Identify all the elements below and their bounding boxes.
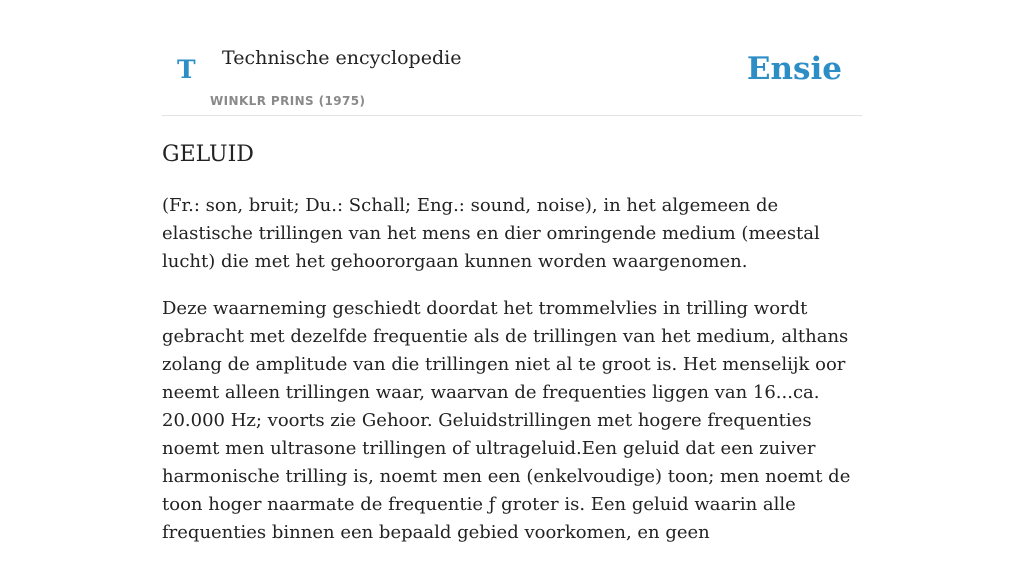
article-paragraph: (Fr.: son, bruit; Du.: Schall; Eng.: sound, noise), in het algemeen de elastische trillingen van het mens en dier omringende medium (meestal lucht) die met het gehoororgaan kunnen worden waargenomen. xyxy=(162,195,820,272)
encyclopedia-logo[interactable]: T xyxy=(177,55,196,84)
article-title: GELUID xyxy=(162,142,254,167)
encyclopedia-subtitle: WINKLR PRINS (1975) xyxy=(210,94,366,108)
brand-logo-link[interactable]: Ensie xyxy=(746,51,842,87)
article-body xyxy=(162,192,862,566)
header xyxy=(162,0,862,116)
article-paragraph: Deze waarneming geschiedt doordat het trommelvlies in trilling wordt gebracht met dezelfde frequentie als de trillingen van het medium, althans zolang de amplitude van die trillingen niet al te groot is. Het menselijk oor neemt alleen trillingen waar, waarvan de frequenties liggen van 16...ca. 20.000 Hz; voorts zie Gehoor. Geluidstrillingen met hogere frequenties noemt men ultrasone trillingen of ultrageluid.Een geluid dat een zuiver harmonische trilling is, noemt men een (enkelvoudige) toon; men noemt de toon hoger naarmate de frequentie ƒ groter is. Een geluid waarin alle frequenties binnen een bepaald gebied voorkomen, en geen xyxy=(162,298,851,543)
encyclopedia-title-link[interactable]: Technische encyclopedie xyxy=(222,47,462,69)
page xyxy=(162,0,862,543)
